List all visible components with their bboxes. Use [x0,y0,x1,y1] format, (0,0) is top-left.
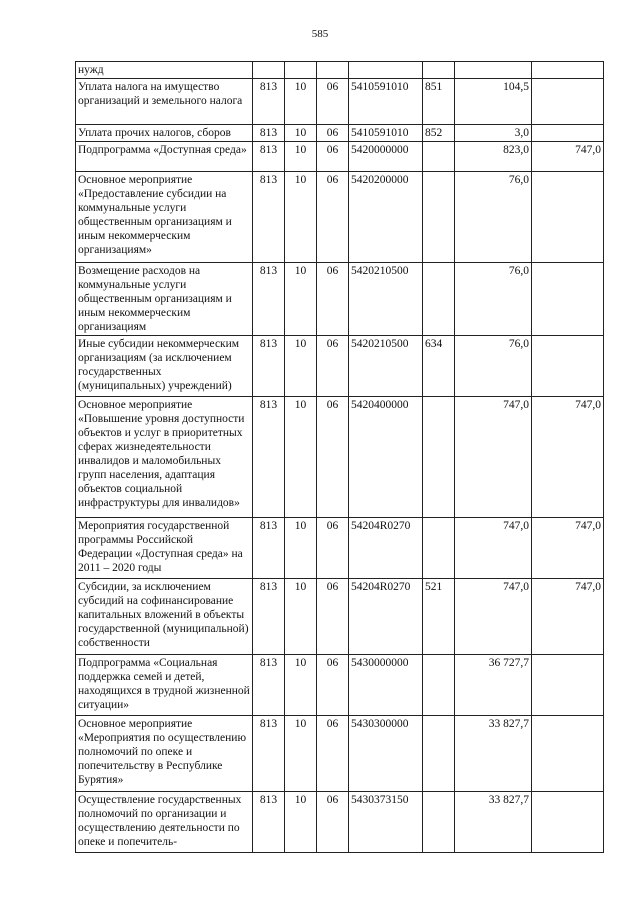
table-row [76,655,604,716]
row-name: Иные субсидии некоммерческим организациям (за исключением государственных (муниципальных) учреждений) [76,336,253,397]
table-row [76,79,604,125]
row-amount1: 3,0 [455,125,532,142]
row-amount1: 36 727,7 [455,655,532,716]
row-code: 813 [253,397,285,518]
row-expense [423,172,455,263]
row-code: 813 [253,172,285,263]
table-row [76,142,604,172]
table-row [76,792,604,853]
row-amount2 [532,263,604,336]
row-amount2 [532,172,604,263]
row-amount2 [532,125,604,142]
row-amount1: 747,0 [455,579,532,655]
row-code: 813 [253,142,285,172]
row-section: 10 [285,172,317,263]
row-section: 10 [285,336,317,397]
row-expense [423,263,455,336]
row-code: 813 [253,579,285,655]
row-subsection: 06 [317,172,349,263]
row-section: 10 [285,397,317,518]
table-row [76,397,604,518]
row-amount1: 33 827,7 [455,792,532,853]
row-section: 10 [285,579,317,655]
row-target: 54204R0270 [349,579,423,655]
table-row [76,579,604,655]
row-name: Основное мероприятие «Предоставление субсидии на коммунальные услуги общественным организациям и иным некоммерческим организациям» [76,172,253,263]
table-row [76,125,604,142]
row-amount1: 104,5 [455,79,532,125]
table-row [76,518,604,579]
row-amount1: 76,0 [455,172,532,263]
row-name: Субсидии, за исключением субсидий на софинансирование капитальных вложений в объекты государственной (муниципальной) собственности [76,579,253,655]
row-amount2 [532,62,604,79]
row-name: Подпрограмма «Социальная поддержка семей и детей, находящихся в трудной жизненной ситуации» [76,655,253,716]
row-code: 813 [253,655,285,716]
row-amount2: 747,0 [532,579,604,655]
row-subsection: 06 [317,397,349,518]
budget-table [75,61,604,853]
page-number: 585 [311,28,329,40]
row-amount1: 747,0 [455,397,532,518]
row-amount1: 76,0 [455,336,532,397]
row-section: 10 [285,518,317,579]
row-amount1: 747,0 [455,518,532,579]
row-name: нужд [76,62,253,79]
row-subsection: 06 [317,716,349,792]
row-name: Осуществление государственных полномочий по организации и осуществлению деятельности по опеке и попечитель- [76,792,253,853]
row-expense [423,716,455,792]
row-name: Подпрограмма «Доступная среда» [76,142,253,172]
row-amount2 [532,655,604,716]
row-expense: 521 [423,579,455,655]
row-section: 10 [285,142,317,172]
row-expense [423,397,455,518]
row-code: 813 [253,125,285,142]
row-expense [423,792,455,853]
row-subsection: 06 [317,142,349,172]
row-code: 813 [253,79,285,125]
row-name: Уплата налога на имущество организаций и земельного налога [76,79,253,125]
table-row [76,336,604,397]
row-target: 5410591010 [349,125,423,142]
row-code: 813 [253,716,285,792]
row-target: 5420210500 [349,263,423,336]
row-amount2 [532,336,604,397]
row-expense [423,142,455,172]
row-name: Основное мероприятие «Мероприятия по осуществлению полномочий по опеке и попечительству в Республике Бурятия» [76,716,253,792]
row-subsection: 06 [317,792,349,853]
row-section: 10 [285,655,317,716]
row-subsection [317,62,349,79]
row-subsection: 06 [317,655,349,716]
row-target: 5430300000 [349,716,423,792]
row-code: 813 [253,792,285,853]
row-code [253,62,285,79]
row-name: Уплата прочих налогов, сборов [76,125,253,142]
row-subsection: 06 [317,125,349,142]
row-target: 54204R0270 [349,518,423,579]
row-target: 5420000000 [349,142,423,172]
row-amount2: 747,0 [532,142,604,172]
row-amount2: 747,0 [532,397,604,518]
row-target: 5430000000 [349,655,423,716]
row-name: Основное мероприятие «Повышение уровня доступности объектов и услуг в приоритетных сферах жизнедеятельности инвалидов и маломобильных групп населения, адаптация объектов социальной инфраструктуры для инвалидов» [76,397,253,518]
row-target: 5430373150 [349,792,423,853]
row-expense [423,518,455,579]
row-subsection: 06 [317,579,349,655]
row-target: 5410591010 [349,79,423,125]
row-subsection: 06 [317,79,349,125]
row-subsection: 06 [317,263,349,336]
row-name: Мероприятия государственной программы Российской Федерации «Доступная среда» на 2011 – 2020 годы [76,518,253,579]
row-subsection: 06 [317,336,349,397]
row-code: 813 [253,518,285,579]
table-row [76,716,604,792]
row-amount1 [455,62,532,79]
row-amount2 [532,716,604,792]
row-expense: 852 [423,125,455,142]
row-amount1: 823,0 [455,142,532,172]
row-amount2: 747,0 [532,518,604,579]
row-section: 10 [285,263,317,336]
row-amount2 [532,792,604,853]
row-target: 5420400000 [349,397,423,518]
row-section: 10 [285,716,317,792]
row-section: 10 [285,79,317,125]
row-expense: 851 [423,79,455,125]
table-row [76,172,604,263]
row-amount1: 76,0 [455,263,532,336]
row-expense: 634 [423,336,455,397]
row-amount2 [532,79,604,125]
row-target: 5420210500 [349,336,423,397]
row-code: 813 [253,263,285,336]
table-row [76,263,604,336]
row-section: 10 [285,792,317,853]
row-section: 10 [285,125,317,142]
row-target [349,62,423,79]
table-row [76,62,604,79]
row-target: 5420200000 [349,172,423,263]
row-name: Возмещение расходов на коммунальные услуги общественным организациям и иным некоммерческим организациям [76,263,253,336]
row-code: 813 [253,336,285,397]
row-amount1: 33 827,7 [455,716,532,792]
row-expense [423,655,455,716]
row-section [285,62,317,79]
row-subsection: 06 [317,518,349,579]
row-expense [423,62,455,79]
